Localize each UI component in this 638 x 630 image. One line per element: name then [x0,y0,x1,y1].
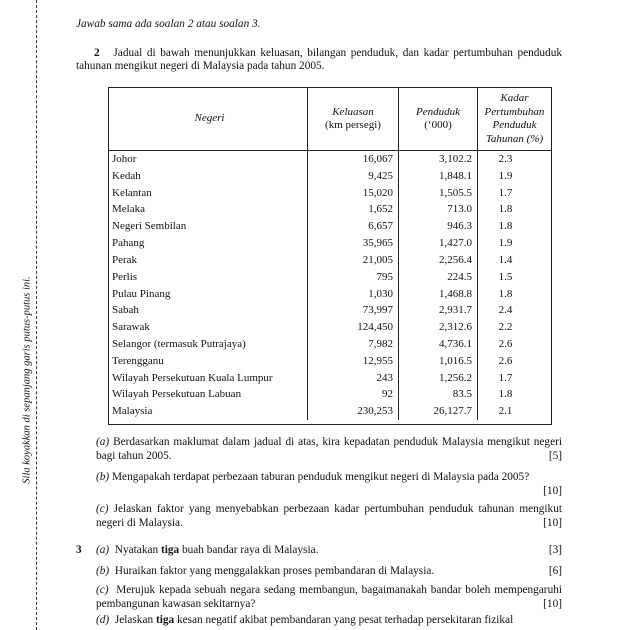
table-row [109,386,551,403]
cell-kadar: 1.5 [498,270,513,283]
cell-negeri: Johor [109,151,308,168]
tear-instruction: Sila koyakkan di sepanjang garis putus-putus ini. [21,276,33,484]
cell-negeri: Kedah [109,168,308,185]
cell-penduduk: 1,427.0 [399,235,478,252]
cell-kadar: 1.9 [498,237,513,250]
cell-keluasan: 243 [308,370,399,387]
table-row [109,286,551,303]
marks-3c: [10] [543,597,562,610]
marks-2a: [5] [548,449,562,462]
header-negeri: Negeri [109,88,308,151]
cell-negeri: Pahang [109,235,308,252]
cell-negeri: Sabah [109,302,308,319]
header-keluasan: Keluasan (km persegi) [308,88,399,151]
header-penduduk: Penduduk (‘000) [399,88,478,151]
cell-keluasan: 1,652 [308,201,399,218]
marks-2c: [10] [543,516,562,529]
cell-keluasan: 73,997 [308,302,399,319]
table-body [109,151,551,421]
cell-kadar: 1.8 [498,220,513,233]
cell-keluasan: 16,067 [308,151,399,168]
table-row [109,151,551,168]
instruction: Jawab sama ada soalan 2 atau soalan 3. [76,18,261,30]
cell-kadar: 1.8 [498,287,513,300]
cell-keluasan: 1,030 [308,286,399,303]
cell-kadar: 1.4 [498,253,513,266]
question-3b: (b) Huraikan faktor yang menggalakkan proses pembandaran di Malaysia. [6] [96,565,562,577]
cell-penduduk: 1,848.1 [399,168,478,185]
question-2a: (a) Berdasarkan maklumat dalam jadual di atas, kira kepadatan penduduk Malaysia mengikut negeri bagi tahun 2005. [5] [96,436,562,462]
cell-kadar: 2.3 [498,153,513,165]
cell-negeri: Selangor (termasuk Putrajaya) [109,336,308,353]
table-row [109,403,551,420]
table-row [109,302,551,319]
table-header-row [109,88,551,151]
cell-penduduk: 713.0 [399,201,478,218]
cell-kadar: 1.8 [498,388,513,401]
marks-2b: [10] [543,484,562,497]
question-2-stem [76,47,562,73]
header-kadar: Kadar Pertumbuhan Penduduk Tahunan (%) [478,88,552,151]
cell-keluasan: 7,982 [308,336,399,353]
population-table [108,87,552,425]
cell-keluasan: 15,020 [308,185,399,202]
question-3-number: 3 [76,544,82,556]
cell-penduduk: 1,256.2 [399,370,478,387]
marks-3a: [3] [548,544,562,556]
cell-penduduk: 3,102.2 [399,151,478,168]
table-row [109,235,551,252]
cell-penduduk: 83.5 [399,386,478,403]
cell-keluasan: 21,005 [308,252,399,269]
cell-keluasan: 230,253 [308,403,399,420]
cell-penduduk: 26,127.7 [399,403,478,420]
cell-kadar: 2.1 [498,405,513,418]
cell-kadar: 2.4 [498,304,513,317]
table-row [109,252,551,269]
cell-keluasan: 9,425 [308,168,399,185]
cell-penduduk: 2,256.4 [399,252,478,269]
cell-negeri: Sarawak [109,319,308,336]
cell-penduduk: 2,931.7 [399,302,478,319]
cell-keluasan: 92 [308,386,399,403]
table-row [109,370,551,387]
cell-kadar: 1.8 [498,203,513,216]
table-row [109,185,551,202]
table-row [109,201,551,218]
table-row [109,168,551,185]
table-row [109,319,551,336]
cell-keluasan: 795 [308,269,399,286]
cell-penduduk: 224.5 [399,269,478,286]
cell-negeri: Negeri Sembilan [109,218,308,235]
table-row [109,218,551,235]
tear-line [36,0,37,630]
question-2c: (c) Jelaskan faktor yang menyebabkan perbezaan kadar pertumbuhan penduduk tahunan mengikut negeri di Malaysia. [10] [96,503,562,529]
cell-kadar: 1.7 [498,371,513,384]
question-3c: (c) Merujuk kepada sebuah negara sedang membangun, bagaimanakah bandar boleh mempengaruhi pembangunan kawasan sekitarnya? [10] [96,584,563,610]
cell-kadar: 1.7 [498,186,513,199]
cell-penduduk: 1,505.5 [399,185,478,202]
table-row [109,336,551,353]
question-2-text: Jadual di bawah menunjukkan keluasan, bilangan penduduk, dan kadar pertumbuhan penduduk tahunan mengikut negeri di Malaysia pada tahun 2005. [76,47,563,72]
table-row [109,269,551,286]
cell-negeri: Pulau Pinang [109,286,308,303]
question-3a: (a) Nyatakan tiga buah bandar raya di Malaysia. [3] [96,544,562,556]
cell-keluasan: 35,965 [308,235,399,252]
cell-penduduk: 4,736.1 [399,336,478,353]
question-2b: (b) Mengapakah terdapat perbezaan taburan penduduk mengikut negeri di Malaysia pada 2005? [10] [96,471,562,497]
cell-negeri: Perlis [109,269,308,286]
cell-penduduk: 1,468.8 [399,286,478,303]
cell-penduduk: 1,016.5 [399,353,478,370]
cell-negeri: Wilayah Persekutuan Labuan [109,386,308,403]
cell-keluasan: 124,450 [308,319,399,336]
cell-kadar: 2.2 [498,321,513,334]
cell-negeri: Kelantan [109,185,308,202]
cell-kadar: 1.9 [498,169,513,182]
cell-negeri: Perak [109,252,308,269]
cell-keluasan: 6,657 [308,218,399,235]
question-2-number: 2 [94,47,100,59]
cell-negeri: Wilayah Persekutuan Kuala Lumpur [109,370,308,387]
cell-kadar: 2.6 [498,337,513,350]
cell-kadar: 2.6 [498,354,513,367]
cell-negeri: Malaysia [109,403,308,420]
marks-3b: [6] [548,565,562,577]
cell-penduduk: 2,312.6 [399,319,478,336]
table-row [109,353,551,370]
cell-penduduk: 946.3 [399,218,478,235]
cell-keluasan: 12,955 [308,353,399,370]
cell-negeri: Terengganu [109,353,308,370]
cell-negeri: Melaka [109,201,308,218]
question-3d: (d) Jelaskan tiga kesan negatif akibat pembandaran yang pesat terhadap persekitaran fizikal [96,614,514,626]
